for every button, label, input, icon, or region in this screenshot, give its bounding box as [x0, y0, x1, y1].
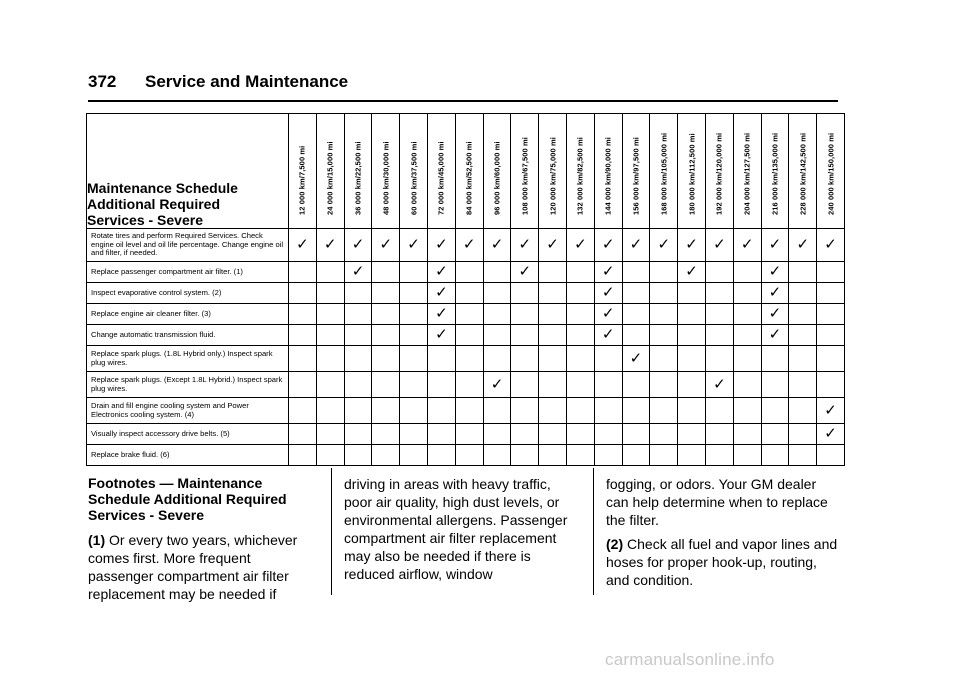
empty-cell [566, 325, 594, 346]
empty-cell [289, 304, 317, 325]
empty-cell [678, 304, 706, 325]
footnote-1-continued: driving in areas with heavy traffic, poor air quality, high dust levels, or environmental allergens. Passenger compartment air filter replacement may also be needed if there is reduced airflow, window [344, 476, 568, 582]
service-description: Replace brake fluid. (6) [87, 445, 289, 466]
empty-cell [678, 346, 706, 372]
empty-cell [455, 372, 483, 398]
check-mark-icon: ✓ [622, 346, 650, 372]
empty-cell [400, 346, 428, 372]
interval-header [483, 114, 511, 229]
empty-cell [761, 424, 789, 445]
check-mark-icon: ✓ [622, 229, 650, 262]
empty-cell [316, 262, 344, 283]
empty-cell [289, 283, 317, 304]
interval-header [455, 114, 483, 229]
table-row [87, 262, 845, 283]
footnotes-column-2 [344, 475, 576, 589]
empty-cell [650, 398, 678, 424]
check-mark-icon: ✓ [427, 262, 455, 283]
service-description: Visually inspect accessory drive belts. (5) [87, 424, 289, 445]
footnote-text: Or every two years, whichever comes first. More frequent passenger compartment air filter replacement may be needed if [88, 532, 298, 602]
check-mark-icon: ✓ [511, 229, 539, 262]
empty-cell [427, 424, 455, 445]
interval-label: 108 000 km/67,500 mi [520, 137, 530, 215]
empty-cell [483, 283, 511, 304]
service-description: Drain and fill engine cooling system and Power Electronics cooling system. (4) [87, 398, 289, 424]
empty-cell [289, 262, 317, 283]
empty-cell [817, 372, 845, 398]
interval-header [539, 114, 567, 229]
check-mark-icon: ✓ [761, 229, 789, 262]
empty-cell [400, 325, 428, 346]
empty-cell [316, 325, 344, 346]
empty-cell [761, 445, 789, 466]
watermark: carmanualsonline.info [605, 650, 775, 669]
table-row [87, 445, 845, 466]
empty-cell [372, 445, 400, 466]
check-mark-icon: ✓ [427, 229, 455, 262]
table-title-line: Services - Severe [87, 212, 203, 228]
table-row [87, 229, 845, 262]
service-description: Rotate tires and perform Required Services. Check engine oil level and oil life percentage. Change engine oil and filter, if needed. [87, 229, 289, 262]
section-title: Service and Maintenance [145, 72, 349, 91]
empty-cell [789, 346, 817, 372]
table-row [87, 325, 845, 346]
empty-cell [650, 325, 678, 346]
empty-cell [455, 283, 483, 304]
check-mark-icon: ✓ [566, 229, 594, 262]
interval-label: 24 000 km/15,000 mi [325, 141, 335, 215]
interval-header [372, 114, 400, 229]
empty-cell [511, 372, 539, 398]
empty-cell [344, 325, 372, 346]
check-mark-icon: ✓ [650, 229, 678, 262]
empty-cell [566, 346, 594, 372]
interval-header [678, 114, 706, 229]
check-mark-icon: ✓ [705, 229, 733, 262]
footnote-1 [88, 531, 318, 603]
empty-cell [733, 424, 761, 445]
empty-cell [705, 262, 733, 283]
interval-header [427, 114, 455, 229]
interval-header [344, 114, 372, 229]
check-mark-icon: ✓ [817, 424, 845, 445]
empty-cell [705, 445, 733, 466]
empty-cell [594, 445, 622, 466]
check-mark-icon: ✓ [733, 229, 761, 262]
empty-cell [289, 398, 317, 424]
empty-cell [289, 346, 317, 372]
empty-cell [372, 283, 400, 304]
interval-label: 84 000 km/52,500 mi [464, 141, 474, 215]
page-number: 372 [88, 72, 117, 91]
column-divider [331, 468, 332, 595]
footnote-marker: (1) [88, 532, 106, 548]
check-mark-icon: ✓ [594, 304, 622, 325]
empty-cell [289, 325, 317, 346]
empty-cell [705, 424, 733, 445]
interval-header [622, 114, 650, 229]
empty-cell [705, 304, 733, 325]
empty-cell [622, 304, 650, 325]
empty-cell [316, 304, 344, 325]
empty-cell [372, 262, 400, 283]
interval-header [733, 114, 761, 229]
empty-cell [483, 424, 511, 445]
interval-header [761, 114, 789, 229]
empty-cell [817, 346, 845, 372]
footnotes-title: Footnotes — Maintenance Schedule Additional Required Services - Severe [88, 475, 287, 523]
empty-cell [789, 445, 817, 466]
empty-cell [289, 372, 317, 398]
empty-cell [483, 304, 511, 325]
empty-cell [455, 398, 483, 424]
footnote-text: Check all fuel and vapor lines and hoses for proper hook-up, routing, and condition. [606, 536, 838, 588]
interval-label: 132 000 km/82,500 mi [575, 137, 585, 215]
empty-cell [511, 304, 539, 325]
table-row [87, 372, 845, 398]
empty-cell [483, 346, 511, 372]
empty-cell [316, 445, 344, 466]
empty-cell [483, 445, 511, 466]
footnotes-column-3 [606, 475, 838, 595]
footnote-1-end: fogging, or odors. Your GM dealer can help determine when to replace the filter. [606, 476, 828, 528]
empty-cell [594, 372, 622, 398]
empty-cell [678, 445, 706, 466]
empty-cell [566, 304, 594, 325]
service-description: Replace spark plugs. (1.8L Hybrid only.) Inspect spark plug wires. [87, 346, 289, 372]
empty-cell [622, 445, 650, 466]
empty-cell [372, 346, 400, 372]
empty-cell [344, 424, 372, 445]
empty-cell [622, 262, 650, 283]
empty-cell [678, 372, 706, 398]
interval-label: 216 000 km/135,000 mi [770, 132, 780, 215]
empty-cell [622, 325, 650, 346]
empty-cell [761, 372, 789, 398]
table-row [87, 424, 845, 445]
table-title [87, 114, 289, 229]
empty-cell [817, 262, 845, 283]
interval-label: 120 000 km/75,000 mi [548, 137, 558, 215]
check-mark-icon: ✓ [761, 283, 789, 304]
interval-header [566, 114, 594, 229]
empty-cell [372, 398, 400, 424]
empty-cell [678, 398, 706, 424]
empty-cell [622, 424, 650, 445]
empty-cell [594, 398, 622, 424]
interval-label: 156 000 km/97,500 mi [631, 137, 641, 215]
empty-cell [594, 424, 622, 445]
empty-cell [650, 424, 678, 445]
interval-label: 36 000 km/22,500 mi [353, 141, 363, 215]
interval-header [705, 114, 733, 229]
empty-cell [539, 424, 567, 445]
empty-cell [316, 372, 344, 398]
empty-cell [650, 346, 678, 372]
empty-cell [289, 424, 317, 445]
empty-cell [705, 346, 733, 372]
empty-cell [344, 372, 372, 398]
empty-cell [372, 424, 400, 445]
table-row [87, 346, 845, 372]
empty-cell [678, 325, 706, 346]
interval-label: 168 000 km/105,000 mi [659, 132, 669, 215]
empty-cell [650, 283, 678, 304]
empty-cell [316, 283, 344, 304]
interval-header [316, 114, 344, 229]
check-mark-icon: ✓ [427, 283, 455, 304]
check-mark-icon: ✓ [400, 229, 428, 262]
empty-cell [344, 398, 372, 424]
empty-cell [539, 325, 567, 346]
check-mark-icon: ✓ [594, 283, 622, 304]
check-mark-icon: ✓ [594, 262, 622, 283]
empty-cell [511, 283, 539, 304]
check-mark-icon: ✓ [789, 229, 817, 262]
empty-cell [789, 325, 817, 346]
empty-cell [455, 346, 483, 372]
empty-cell [566, 372, 594, 398]
empty-cell [539, 372, 567, 398]
empty-cell [789, 283, 817, 304]
empty-cell [400, 445, 428, 466]
service-description: Change automatic transmission fluid. [87, 325, 289, 346]
empty-cell [455, 445, 483, 466]
empty-cell [427, 346, 455, 372]
table-header-row [87, 114, 845, 229]
empty-cell [705, 283, 733, 304]
empty-cell [483, 262, 511, 283]
empty-cell [650, 372, 678, 398]
empty-cell [733, 398, 761, 424]
empty-cell [483, 325, 511, 346]
check-mark-icon: ✓ [427, 325, 455, 346]
check-mark-icon: ✓ [678, 229, 706, 262]
interval-label: 192 000 km/120,000 mi [714, 132, 724, 215]
empty-cell [566, 424, 594, 445]
check-mark-icon: ✓ [594, 325, 622, 346]
empty-cell [344, 283, 372, 304]
empty-cell [789, 372, 817, 398]
interval-label: 72 000 km/45,000 mi [436, 141, 446, 215]
table-title-line: Maintenance Schedule [87, 180, 238, 196]
interval-header [594, 114, 622, 229]
check-mark-icon: ✓ [427, 304, 455, 325]
empty-cell [511, 346, 539, 372]
empty-cell [733, 325, 761, 346]
empty-cell [789, 304, 817, 325]
empty-cell [400, 398, 428, 424]
interval-label: 204 000 km/127,500 mi [742, 132, 752, 215]
interval-label: 12 000 km/7,500 mi [297, 145, 307, 215]
interval-label: 180 000 km/112,500 mi [687, 133, 697, 215]
empty-cell [427, 372, 455, 398]
interval-label: 240 000 km/150,000 mi [826, 132, 836, 215]
empty-cell [316, 398, 344, 424]
empty-cell [733, 372, 761, 398]
interval-header [650, 114, 678, 229]
service-description: Replace engine air cleaner filter. (3) [87, 304, 289, 325]
check-mark-icon: ✓ [344, 229, 372, 262]
empty-cell [316, 424, 344, 445]
empty-cell [455, 424, 483, 445]
empty-cell [455, 262, 483, 283]
empty-cell [539, 262, 567, 283]
empty-cell [400, 283, 428, 304]
empty-cell [789, 262, 817, 283]
empty-cell [650, 445, 678, 466]
check-mark-icon: ✓ [289, 229, 317, 262]
empty-cell [483, 398, 511, 424]
check-mark-icon: ✓ [483, 372, 511, 398]
interval-label: 144 000 km/90,000 mi [603, 137, 613, 215]
check-mark-icon: ✓ [511, 262, 539, 283]
empty-cell [511, 398, 539, 424]
empty-cell [705, 398, 733, 424]
empty-cell [733, 304, 761, 325]
empty-cell [622, 283, 650, 304]
interval-label: 96 000 km/60,000 mi [492, 141, 502, 215]
empty-cell [733, 346, 761, 372]
empty-cell [344, 445, 372, 466]
empty-cell [539, 346, 567, 372]
interval-header [289, 114, 317, 229]
check-mark-icon: ✓ [817, 229, 845, 262]
table-row [87, 304, 845, 325]
empty-cell [372, 372, 400, 398]
empty-cell [566, 445, 594, 466]
check-mark-icon: ✓ [761, 304, 789, 325]
empty-cell [705, 325, 733, 346]
footnotes-column-1 [88, 475, 318, 609]
empty-cell [817, 325, 845, 346]
empty-cell [427, 398, 455, 424]
empty-cell [622, 372, 650, 398]
column-divider [593, 468, 594, 595]
empty-cell [316, 346, 344, 372]
page-header [88, 70, 838, 102]
footnote-marker: (2) [606, 536, 624, 552]
empty-cell [566, 262, 594, 283]
empty-cell [344, 346, 372, 372]
empty-cell [733, 262, 761, 283]
empty-cell [289, 445, 317, 466]
empty-cell [455, 304, 483, 325]
service-description: Inspect evaporative control system. (2) [87, 283, 289, 304]
table-row [87, 283, 845, 304]
interval-header [511, 114, 539, 229]
check-mark-icon: ✓ [817, 398, 845, 424]
empty-cell [733, 283, 761, 304]
footnote-2 [606, 535, 838, 589]
empty-cell [733, 445, 761, 466]
empty-cell [511, 424, 539, 445]
empty-cell [539, 445, 567, 466]
empty-cell [622, 398, 650, 424]
empty-cell [539, 304, 567, 325]
empty-cell [817, 283, 845, 304]
empty-cell [511, 325, 539, 346]
interval-label: 48 000 km/30,000 mi [381, 141, 391, 215]
empty-cell [650, 304, 678, 325]
maintenance-schedule-table [86, 113, 845, 466]
check-mark-icon: ✓ [761, 262, 789, 283]
interval-label: 60 000 km/37,500 mi [409, 141, 419, 215]
empty-cell [455, 325, 483, 346]
interval-header [817, 114, 845, 229]
empty-cell [539, 398, 567, 424]
empty-cell [678, 283, 706, 304]
empty-cell [817, 304, 845, 325]
check-mark-icon: ✓ [539, 229, 567, 262]
empty-cell [650, 262, 678, 283]
service-description: Replace spark plugs. (Except 1.8L Hybrid.) Inspect spark plug wires. [87, 372, 289, 398]
empty-cell [566, 283, 594, 304]
empty-cell [761, 398, 789, 424]
empty-cell [566, 398, 594, 424]
check-mark-icon: ✓ [705, 372, 733, 398]
check-mark-icon: ✓ [678, 262, 706, 283]
empty-cell [400, 262, 428, 283]
table-title-line: Additional Required [87, 196, 220, 212]
empty-cell [594, 346, 622, 372]
empty-cell [344, 304, 372, 325]
service-description: Replace passenger compartment air filter. (1) [87, 262, 289, 283]
empty-cell [761, 346, 789, 372]
check-mark-icon: ✓ [344, 262, 372, 283]
empty-cell [400, 372, 428, 398]
interval-header [789, 114, 817, 229]
empty-cell [427, 445, 455, 466]
check-mark-icon: ✓ [761, 325, 789, 346]
interval-label: 228 000 km/142,500 mi [798, 132, 808, 215]
check-mark-icon: ✓ [594, 229, 622, 262]
empty-cell [678, 424, 706, 445]
empty-cell [511, 445, 539, 466]
empty-cell [400, 304, 428, 325]
table-row [87, 398, 845, 424]
empty-cell [372, 325, 400, 346]
check-mark-icon: ✓ [372, 229, 400, 262]
interval-header [400, 114, 428, 229]
empty-cell [789, 424, 817, 445]
empty-cell [400, 424, 428, 445]
check-mark-icon: ✓ [455, 229, 483, 262]
check-mark-icon: ✓ [483, 229, 511, 262]
empty-cell [817, 445, 845, 466]
empty-cell [539, 283, 567, 304]
empty-cell [372, 304, 400, 325]
empty-cell [789, 398, 817, 424]
check-mark-icon: ✓ [316, 229, 344, 262]
